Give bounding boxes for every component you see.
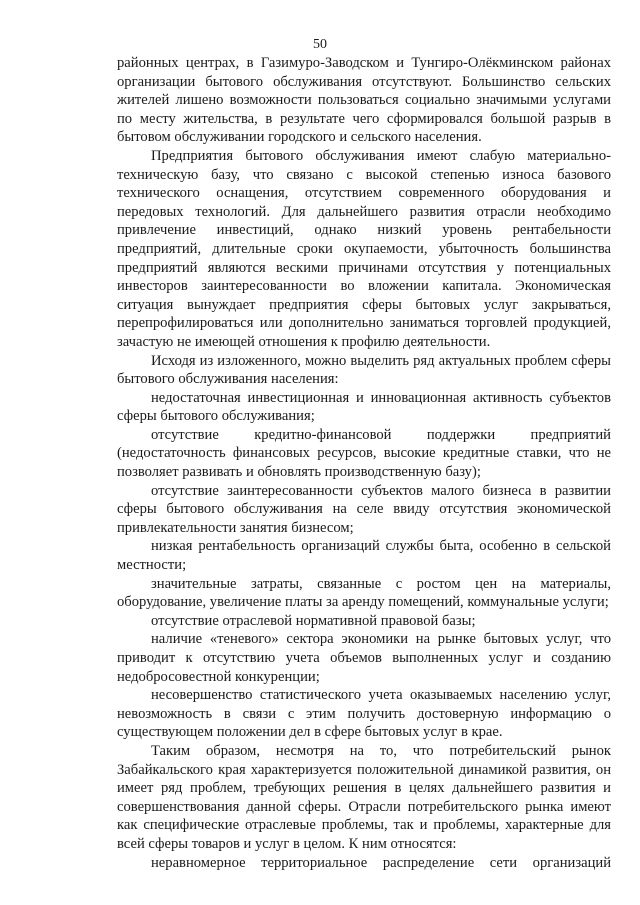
problem-item-credit-support: отсутствие кредитно-финансовой поддержки предприятий (недостаточность финансовых ресурсов, высокие кредитные ставки, что не позволяет развивать и обновлять производственную базу); <box>117 426 611 481</box>
problem-item-territorial-distribution: неравномерное территориальное распределение сети организаций <box>151 854 611 871</box>
problem-item-statistics: несовершенство статистического учета оказываемых населению услуг, невозможность в связи с этим получить достоверную информацию о существующем положении дел в сфере бытовых услуг в крае. <box>117 687 611 741</box>
problem-item-investment: недостаточная инвестиционная и инновационная активность субъектов сферы бытового обслуживания; <box>117 389 611 425</box>
problem-item-costs: значительные затраты, связанные с ростом цен на материалы, оборудование, увеличение платы за аренду помещений, коммунальные услуги; <box>117 575 611 611</box>
problem-item-small-business: отсутствие заинтересованности субъектов малого бизнеса в развитии сферы бытового обслуживания на селе ввиду отсутствия экономической привлекательности занятия бизнесом; <box>117 482 611 536</box>
paragraph-material-base: Предприятия бытового обслуживания имеют слабую материально-техническую базу, что связано с высокой степенью износа базового технического оснащения, отсутствием современного оборудования и передовых технологий. Для дальнейшего развития отрасли необходимо привлечение инвестиций, однако низкий уровень рентабельности предприятий, длительные сроки окупаемости, убыточность большинства предприятий являются вескими причинами отсутствия у потенциальных инвесторов заинтересованности во вложении капитала. Экономическая ситуация вынуждает предприятия сферы бытовых услуг закрываться, перепрофилироваться или дополнительно заниматься торговлей продукцией, зачастую не имеющей отношения к профилю деятельности. <box>117 147 611 350</box>
paragraph-rural-services: районных центрах, в Газимуро-Заводском и Тунгиро-Олёкминском районах организации бытового обслуживания отсутствуют. Большинство сельских жителей лишено возможности пользоваться социально значимыми услугами по месту жительства, в результате чего сформировался большой разрыв в бытовом обслуживании городского и сельского населения. <box>117 55 611 146</box>
problem-item-regulatory-base: отсутствие отраслевой нормативной правовой базы; <box>151 612 476 629</box>
problem-item-low-profitability: низкая рентабельность организаций службы быта, особенно в сельской местности; <box>117 538 611 574</box>
problem-item-shadow-sector: наличие «теневого» сектора экономики на рынке бытовых услуг, что приводит к отсутствию учета объемов выполненных услуг и созданию недобросовестной конкуренции; <box>117 631 611 685</box>
document-body <box>117 54 611 872</box>
paragraph-conclusion: Таким образом, несмотря на то, что потребительский рынок Забайкальского края характеризуется положительной динамикой развития, он имеет ряд проблем, требующих решения в целях дальнейшего развития и совершенствования данной сферы. Отрасли потребительского рынка имеют как специфические отраслевые проблемы, так и проблемы, характерные для всей сферы товаров и услуг в целом. К ним относятся: <box>117 742 611 852</box>
paragraph-problems-intro: Исходя из изложенного, можно выделить ряд актуальных проблем сферы бытового обслуживания населения: <box>117 352 611 388</box>
page-number: 50 <box>313 37 327 52</box>
